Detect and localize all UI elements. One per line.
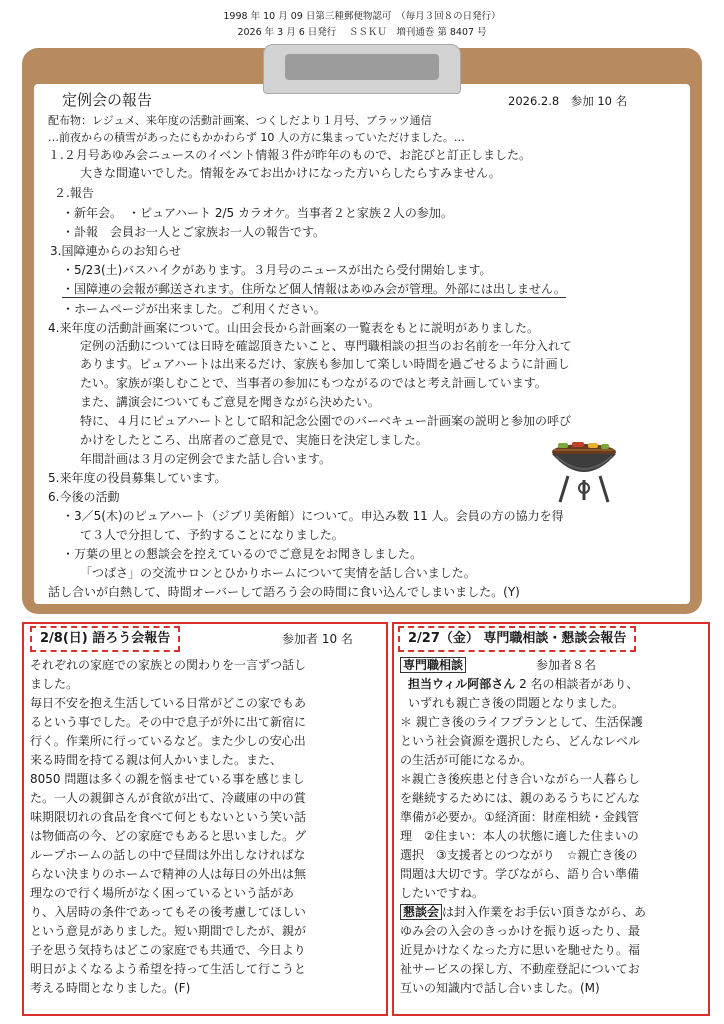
report-line: 年間計画は３月の定例会でまた話し合います。 xyxy=(80,452,332,466)
report-line: ・万葉の里との懇談会を控えているのでご意見をお聞きしました。 xyxy=(62,547,423,561)
report-line: 特に、４月にピュアハートとして昭和記念公園でのバーベキュー計画案の説明と参加の呼び xyxy=(80,414,572,428)
consultation-line: 問題は大切です。学びながら、語り合い準備 xyxy=(400,867,640,881)
kataroukai-line: り、入居時の条件であってもその後考慮してほしい xyxy=(30,905,306,919)
header-issue-line: 2026 年 3 月 6 日発行 ＳＳＫＵ 増刊通巻 第 8407 号 xyxy=(237,27,487,38)
kondankai-line: 近見かけなくなった方に思いを馳せたり。福 xyxy=(400,943,641,957)
consultation-line: いずれも親亡き後の問題となりました。 xyxy=(408,696,625,710)
kataroukai-line: は物価高の今、どの家庭でもあると思いました。グ xyxy=(30,829,307,843)
kondankai-first-line xyxy=(400,905,646,920)
kondankai-line: 互いの知識内で話し合いました。(M) xyxy=(400,981,600,995)
consultation-line: したいですね。 xyxy=(400,886,485,900)
report-line: …前夜からの積雪があったにもかかわらず 10 人の方に集まっていただけました。… xyxy=(48,131,465,144)
consultation-line: ＊親亡き後疾患と付き合いながら一人暮らし xyxy=(400,772,641,786)
kataroukai-line: 味期限切れの食品を食べて何ともないという笑い話 xyxy=(30,810,307,824)
report-line: 大きな間違いでした。情報をみてお出かけになった方いらしたらすみません。 xyxy=(80,166,501,180)
consultation-attendance: 参加者８名 xyxy=(536,658,597,672)
kataroukai-line: た。一人の親御さんが食欲が出て、冷蔵庫の中の賞 xyxy=(30,791,306,805)
report-line: ２.報告 xyxy=(54,186,94,200)
kataroukai-line: 行く。作業所に行っているなど。また少しの安心出 xyxy=(30,734,306,748)
consultation-line: の生活が可能になるか。 xyxy=(400,753,533,767)
report-line: ・ホームページが出来ました。ご利用ください。 xyxy=(62,302,326,316)
report-line: 配布物：レジュメ、来年度の活動計画案、つくしだより１月号、ブラッツ通信 xyxy=(48,114,432,127)
consultation-line: ＊ 親亡き後のライフプランとして、生活保護 xyxy=(400,715,643,729)
senmonshoku-label: 専門職相談 xyxy=(400,657,466,673)
report-line: て３人で分担して、予約することになりました。 xyxy=(80,528,344,542)
header-permit-line: 1998 年 10 月 09 日第三種郵便物認可 （毎月３回８の日発行） xyxy=(223,11,501,22)
kataroukai-line: 子を思う気持ちはどこの家庭でも共通で、今日より xyxy=(30,943,306,957)
consultation-lead-line xyxy=(408,677,639,692)
consultation-lead-rest: 2 名の相談者があり、 xyxy=(515,677,639,691)
report-line: 定例の活動については日時を確認頂きたいこと、専門職相談の担当のお名前を一年分入れて xyxy=(80,339,572,353)
kataroukai-title: 2/8(日) 語ろう会報告 xyxy=(30,626,180,652)
kataroukai-line: ループホームの話しの中で昼間は外出しなければな xyxy=(30,848,306,862)
report-date-attendance: 2026.2.8 参加 10 名 xyxy=(508,94,628,108)
report-line: ・新年会。 ・ピュアハート 2/5 カラオケ。当事者２と家族２人の参加。 xyxy=(62,206,453,220)
consultation-line: を継続するためには、親のあるうちにどんな xyxy=(400,791,641,805)
report-line: また、講演会についてもご意見を聞きながら決めたい。 xyxy=(80,395,380,409)
kataroukai-line: 明日がよくなるよう希望を持って生活して行こうと xyxy=(30,962,307,976)
kataroukai-line: という意見がありました。短い期間でしたが、親が xyxy=(30,924,307,938)
report-line: 4.来年度の活動計画案について。山田会長から計画案の一覧表をもとに説明がありました。 xyxy=(48,321,539,335)
report-line: 3.国障連からのお知らせ xyxy=(50,244,182,258)
kataroukai-line: 来る時間を持てる親は何人かいました。また、 xyxy=(30,753,283,767)
kataroukai-line: それぞれの家庭での家族との関わりを一言ずつ話し xyxy=(30,658,307,672)
kataroukai-line: 考える時間となりました。(F) xyxy=(30,981,191,995)
kataroukai-line: 8050 問題は多くの親を悩ませている事を感じまし xyxy=(30,772,305,786)
report-line: ・3／5(木)のピュアハート（ジブリ美術館）について。申込み数 11 人。会員の方の協力を得 xyxy=(62,509,564,523)
kataroukai-line: 毎日不安を抱え生活している日常がどこの家でもあ xyxy=(30,696,307,710)
report-line: かけをしたところ、出席者のご意見で、実施日を決定しました。 xyxy=(80,433,428,447)
consultation-line: という社会資源を選択したら、どんなレベル xyxy=(400,734,641,748)
report-line: たい。家族が楽しむことで、当事者の参加にもつながるのではと考え計画しています。 xyxy=(80,376,547,390)
clipboard-clip-hole xyxy=(285,54,439,80)
kataroukai-line: らない決まりのホームで精神の人は毎日の外出は無 xyxy=(30,867,307,881)
kataroukai-attendance: 参加者 10 名 xyxy=(282,632,353,646)
kondankai-line: ゆみ会の入会のきっかけを振り返ったり、最 xyxy=(400,924,641,938)
kataroukai-line: ました。 xyxy=(30,677,79,691)
consultation-line: 選択 ③支援者とのつながり ☆親亡き後の xyxy=(400,848,638,862)
kataroukai-line: るという事でした。その中で息子が外に出て新宿に xyxy=(30,715,307,729)
report-title: 定例会の報告 xyxy=(62,91,153,109)
report-line: ・5/23(土)バスハイクがあります。３月号のニュースが出たら受付開始します。 xyxy=(62,263,492,277)
kondankai-first-text: は封入作業をお手伝い頂きながら、あ xyxy=(442,905,647,919)
report-line: ・訃報 会員お一人とご家族お一人の報告です。 xyxy=(62,225,326,239)
kondankai-line: 祉サービスの探し方、不動産登記についてお xyxy=(400,962,640,976)
consultation-title: 2/27（金） 専門職相談・懇談会報告 xyxy=(398,626,636,652)
report-line: あります。ピュアハートは出来るだけ、家族も参加して楽しい時間を過ごせるように計画し xyxy=(80,357,570,371)
bbq-grill-icon xyxy=(544,430,624,505)
consultation-line: 準備が必要か。①経済面：財産相続・金銭管 xyxy=(400,810,639,824)
report-line: 「つばさ」の交流サロンとひかりホームについて実情を話し合いました。 xyxy=(80,566,476,580)
report-line: １.２月号あゆみ会ニュースのイベント情報３件が昨年のもので、お詫びと訂正しました。 xyxy=(48,148,531,162)
kondankai-label: 懇談会 xyxy=(400,904,442,920)
kataroukai-line: 理なので行く場所がなく困っているという話があ xyxy=(30,886,295,900)
report-line: 話し合いが白熱して、時間オーバーして語ろう会の時間に食い込んでしまいました。(Y) xyxy=(48,585,520,599)
consultation-lead-name: 担当ウィル阿部さん xyxy=(408,677,516,691)
consultation-header-row xyxy=(400,658,466,673)
report-line: 6.今後の活動 xyxy=(48,490,120,504)
report-line: ・国障連の会報が郵送されます。住所など個人情報はあゆみ会が管理。外部には出しません。 xyxy=(62,282,566,296)
report-line: 5.来年度の役員募集しています。 xyxy=(48,471,227,485)
consultation-line: 理 ②住まい：本人の状態に適した住まいの xyxy=(400,829,639,843)
